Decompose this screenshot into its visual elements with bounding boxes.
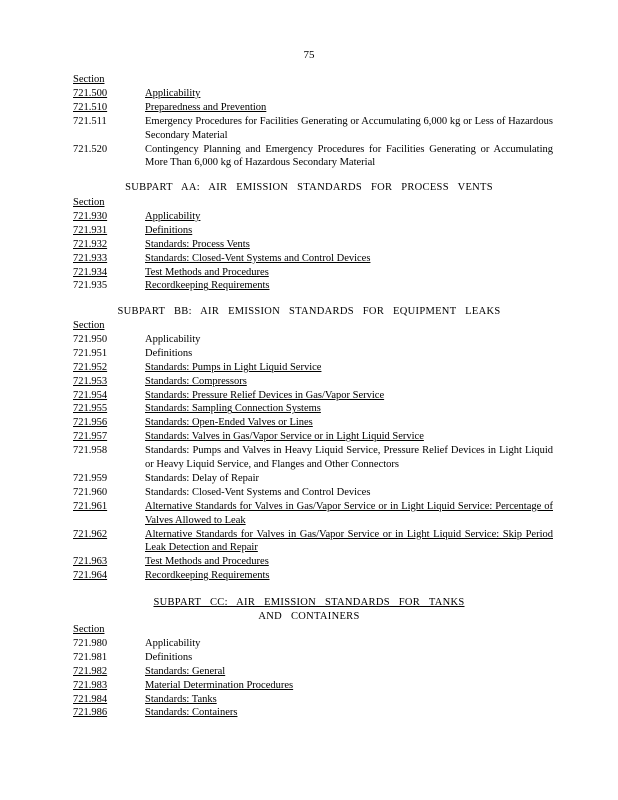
section-entry [73, 500, 553, 528]
section-title [145, 444, 553, 472]
section-number [73, 279, 145, 293]
section-title-text: Standards: Compressors [145, 375, 247, 387]
section-number [73, 430, 145, 444]
section-number-text: 721.500 [73, 87, 108, 99]
section-number-text: 721.935 [73, 280, 108, 292]
section-title-text: Material Determination Procedures [145, 679, 294, 691]
section-title [145, 637, 553, 651]
section-number-text: 721.951 [73, 347, 108, 359]
section-entry [73, 430, 553, 444]
section-number-text: 721.960 [73, 486, 108, 498]
section-entry [73, 416, 553, 430]
section-title [145, 375, 553, 389]
section-entry [73, 333, 553, 347]
section-number [73, 389, 145, 403]
section-title-text: Applicability [145, 637, 201, 649]
section-entry [73, 347, 553, 361]
section-number-text: 721.984 [73, 693, 108, 705]
section-number-text: 721.511 [73, 115, 107, 127]
section-number [73, 651, 145, 665]
section-title-text: Definitions [145, 347, 193, 359]
section-title-text: Standards: General [145, 665, 226, 677]
section-number [73, 143, 145, 171]
section-number [73, 101, 145, 115]
section-number-text: 721.986 [73, 707, 108, 719]
section-number [73, 486, 145, 500]
section-entry [73, 706, 553, 720]
section-title [145, 665, 553, 679]
section-title-text: Applicability [145, 333, 201, 345]
section-title-text: Alternative Standards for Valves in Gas/Vapor Service or in Light Liquid Service: Percentage of Valves Allowed to Leak [145, 500, 553, 526]
section-list-intro [73, 73, 553, 170]
section-title [145, 347, 553, 361]
section-title [145, 224, 553, 238]
section-label-text: Section [73, 197, 105, 208]
section-entry [73, 279, 553, 293]
section-list-subpart-cc [73, 623, 553, 720]
section-number [73, 500, 145, 528]
section-list-subpart-aa [73, 196, 553, 293]
section-entry [73, 472, 553, 486]
section-title [145, 679, 553, 693]
section-entry [73, 361, 553, 375]
section-number-text: 721.982 [73, 665, 108, 677]
section-title [145, 238, 553, 252]
section-number-text: 721.932 [73, 238, 108, 250]
section-entry [73, 693, 553, 707]
section-title [145, 266, 553, 280]
section-number-text: 721.958 [73, 445, 108, 457]
section-entry [73, 252, 553, 266]
section-number-text: 721.950 [73, 333, 108, 345]
section-title [145, 555, 553, 569]
section-title-text: Definitions [145, 651, 193, 663]
section-title [145, 416, 553, 430]
section-number [73, 555, 145, 569]
section-title [145, 87, 553, 101]
section-number-text: 721.955 [73, 403, 108, 415]
section-entry [73, 101, 553, 115]
section-number [73, 375, 145, 389]
subpart-aa-heading: SUBPART AA: AIR EMISSION STANDARDS FOR PROCESS VENTS [125, 182, 493, 193]
section-entry [73, 375, 553, 389]
section-title-text: Contingency Planning and Emergency Procedures for Facilities Generating or Accumulating More Than 6,000 kg of Hazardous Secondary Material [145, 143, 553, 169]
section-number [73, 444, 145, 472]
section-title [145, 101, 553, 115]
section-title-text: Emergency Procedures for Facilities Generating or Accumulating 6,000 kg or Less of Hazardous Secondary Material [145, 115, 553, 141]
section-label [73, 623, 553, 637]
section-entry [73, 210, 553, 224]
section-title-text: Recordkeeping Requirements [145, 280, 270, 292]
section-title [145, 333, 553, 347]
section-list-subpart-bb [73, 319, 553, 583]
section-title [145, 569, 553, 583]
section-label [73, 319, 553, 333]
section-number [73, 224, 145, 238]
section-number-text: 721.980 [73, 637, 108, 649]
subpart-bb-heading: SUBPART BB: AIR EMISSION STANDARDS FOR EQUIPMENT LEAKS [117, 306, 501, 317]
section-entry [73, 87, 553, 101]
section-number-text: 721.981 [73, 651, 108, 663]
section-title [145, 210, 553, 224]
section-entry [73, 679, 553, 693]
section-entry [73, 266, 553, 280]
section-number [73, 347, 145, 361]
section-number-text: 721.953 [73, 375, 108, 387]
section-number-text: 721.961 [73, 500, 108, 512]
section-number-text: 721.959 [73, 472, 108, 484]
section-entry [73, 402, 553, 416]
section-number [73, 87, 145, 101]
section-title [145, 500, 553, 528]
section-number [73, 706, 145, 720]
section-number-text: 721.510 [73, 101, 108, 113]
section-number-text: 721.933 [73, 252, 108, 264]
section-number [73, 679, 145, 693]
section-number [73, 693, 145, 707]
section-title-text: Standards: Containers [145, 707, 238, 719]
subpart-cc-heading-line-2: AND CONTAINERS [258, 610, 360, 622]
section-title-text: Standards: Closed-Vent Systems and Control Devices [145, 252, 371, 264]
section-title-text: Alternative Standards for Valves in Gas/Vapor Service or in Light Liquid Service: Skip Period Leak Detection and Repair [145, 528, 553, 554]
section-title-text: Standards: Valves in Gas/Vapor Service or in Light Liquid Service [145, 431, 424, 443]
section-title [145, 693, 553, 707]
section-number [73, 361, 145, 375]
section-title-text: Test Methods and Procedures [145, 556, 269, 568]
section-label [73, 196, 553, 210]
section-number-text: 721.931 [73, 224, 108, 236]
section-title [145, 361, 553, 375]
section-label-text: Section [73, 624, 105, 635]
section-number [73, 637, 145, 651]
section-number-text: 721.956 [73, 417, 108, 429]
section-title-text: Applicability [145, 87, 201, 99]
section-number [73, 665, 145, 679]
section-title-text: Standards: Tanks [145, 693, 217, 705]
subpart-cc-heading-line-1: SUBPART CC: AIR EMISSION STANDARDS FOR TANKS [153, 597, 465, 608]
section-number [73, 333, 145, 347]
section-number-text: 721.954 [73, 389, 108, 401]
section-title-text: Standards: Sampling Connection Systems [145, 403, 321, 415]
section-entry [73, 637, 553, 651]
section-number-text: 721.520 [73, 143, 108, 155]
section-title [145, 279, 553, 293]
page-number: 75 [303, 49, 315, 61]
section-title [145, 115, 553, 143]
section-number [73, 416, 145, 430]
section-entry [73, 115, 553, 143]
section-entry [73, 651, 553, 665]
section-title-text: Recordkeeping Requirements [145, 570, 270, 582]
section-entry [73, 224, 553, 238]
section-number [73, 472, 145, 486]
subpart-cc-heading [0, 596, 618, 624]
section-entry [73, 555, 553, 569]
section-title-text: Standards: Pressure Relief Devices in Gas/Vapor Service [145, 389, 385, 401]
section-title [145, 389, 553, 403]
section-number-text: 721.952 [73, 361, 108, 373]
section-title-text: Standards: Pumps and Valves in Heavy Liquid Service, Pressure Relief Devices in Light Liquid or Heavy Liquid Service, and Flanges and Other Connectors [145, 445, 553, 471]
section-number-text: 721.964 [73, 570, 108, 582]
section-title [145, 252, 553, 266]
section-entry [73, 665, 553, 679]
section-label-text: Section [73, 320, 105, 331]
section-number-text: 721.963 [73, 556, 108, 568]
section-title [145, 651, 553, 665]
section-number [73, 528, 145, 556]
section-title [145, 472, 553, 486]
section-entry [73, 389, 553, 403]
section-title-text: Standards: Process Vents [145, 238, 250, 250]
section-title-text: Standards: Pumps in Light Liquid Service [145, 361, 322, 373]
section-title-text: Standards: Open-Ended Valves or Lines [145, 417, 313, 429]
section-number [73, 266, 145, 280]
section-title-text: Definitions [145, 224, 193, 236]
section-number-text: 721.983 [73, 679, 108, 691]
section-number [73, 115, 145, 143]
section-number-text: 721.930 [73, 210, 108, 222]
section-label [73, 73, 553, 87]
section-number [73, 252, 145, 266]
section-entry [73, 444, 553, 472]
section-number [73, 210, 145, 224]
section-title-text: Applicability [145, 210, 201, 222]
section-number [73, 569, 145, 583]
section-title [145, 528, 553, 556]
section-entry [73, 569, 553, 583]
section-number [73, 238, 145, 252]
section-entry [73, 238, 553, 252]
section-number-text: 721.957 [73, 431, 108, 443]
section-number-text: 721.934 [73, 266, 108, 278]
section-title-text: Test Methods and Procedures [145, 266, 269, 278]
section-title [145, 486, 553, 500]
section-title [145, 143, 553, 171]
section-number [73, 402, 145, 416]
section-title-text: Standards: Closed-Vent Systems and Control Devices [145, 486, 371, 498]
section-title [145, 430, 553, 444]
section-entry [73, 143, 553, 171]
section-title-text: Standards: Delay of Repair [145, 472, 260, 484]
section-label-text: Section [73, 74, 105, 85]
section-number-text: 721.962 [73, 528, 108, 540]
section-title [145, 706, 553, 720]
section-entry [73, 486, 553, 500]
section-title-text: Preparedness and Prevention [145, 101, 267, 113]
section-title [145, 402, 553, 416]
section-entry [73, 528, 553, 556]
